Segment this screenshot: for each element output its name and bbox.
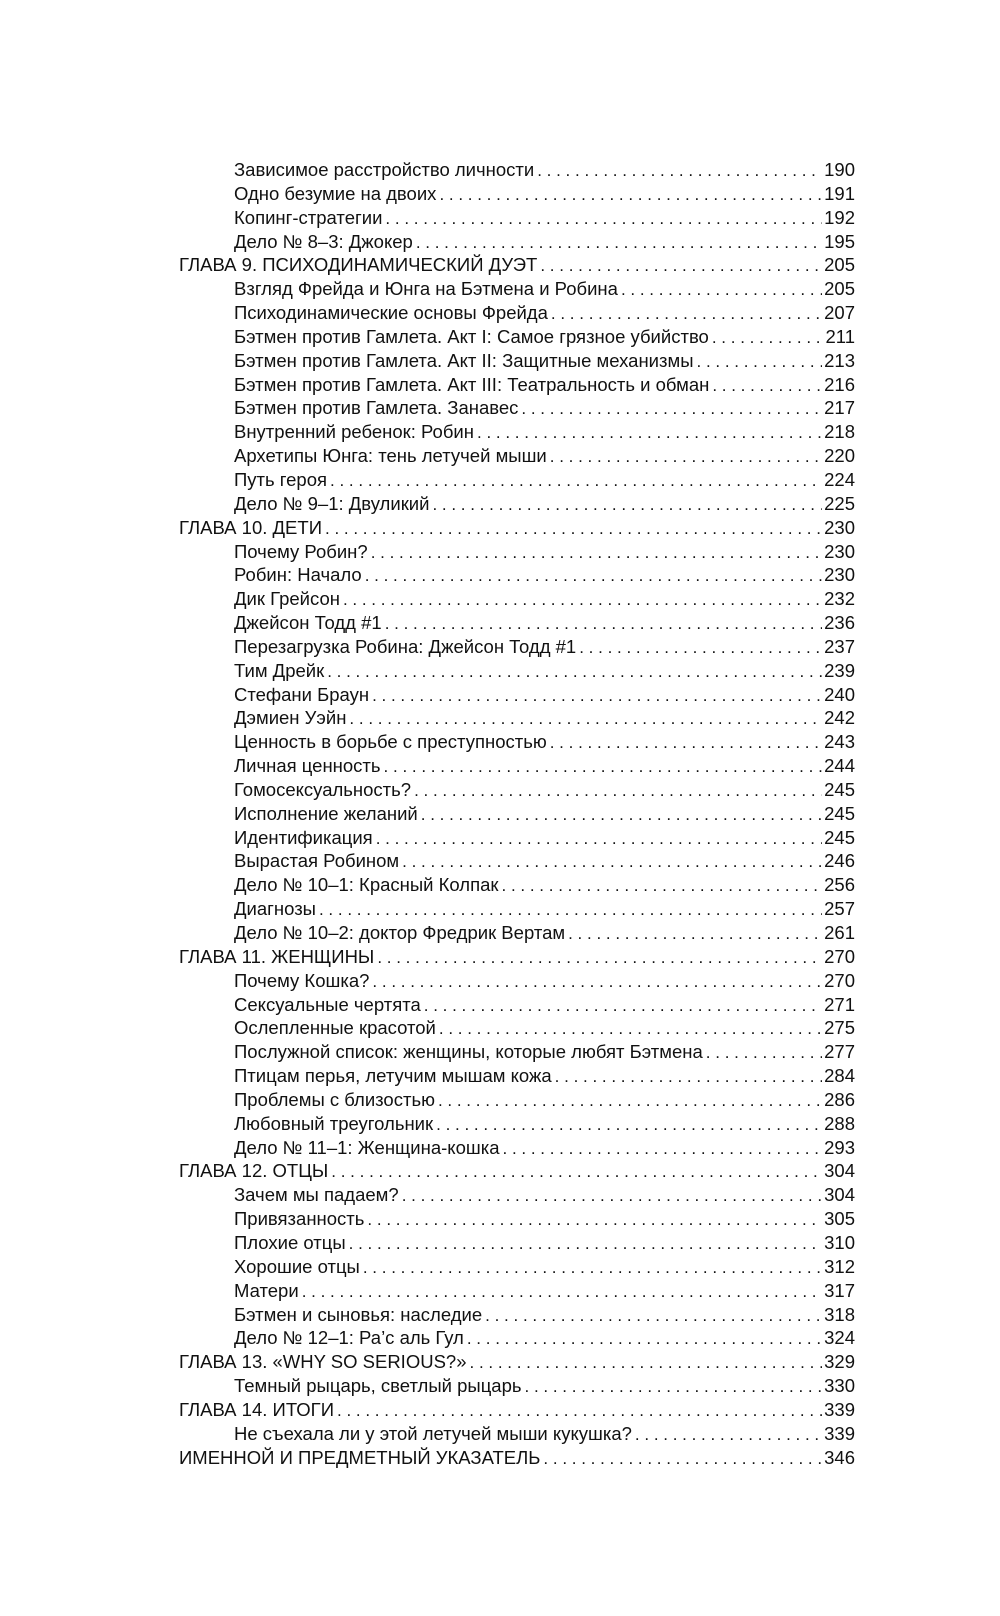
toc-section-entry [179, 587, 855, 611]
toc-entry-title: Проблемы с близостью [234, 1088, 435, 1110]
toc-entry-title: Дело № 10–2: доктор Фредрик Вертам [234, 922, 566, 943]
toc-entry-title: Одно безумие на двоих [234, 182, 437, 204]
toc-dot-leader [327, 660, 822, 683]
toc-dot-leader [477, 421, 822, 444]
toc-chapter-entry [179, 516, 855, 540]
toc-entry-page-number: 318 [824, 1303, 855, 1325]
toc-entry-page-number: 275 [824, 1017, 855, 1039]
toc-entry-page-number: 270 [824, 969, 855, 991]
toc-section-entry [179, 1064, 855, 1088]
toc-section-entry [179, 1016, 855, 1040]
toc-entry-page-number: 304 [824, 1160, 855, 1182]
toc-entry-page-number: 329 [824, 1351, 855, 1373]
toc-section-entry [179, 969, 855, 993]
toc-dot-leader [416, 231, 822, 254]
toc-entry-page-number: 218 [824, 421, 855, 443]
toc-entry-page-number: 205 [824, 254, 855, 276]
toc-entry-page-number: 230 [824, 540, 855, 562]
toc-entry-page-number: 207 [824, 302, 855, 324]
toc-dot-leader [432, 493, 822, 516]
toc-entry-page-number: 236 [824, 612, 855, 634]
toc-entry-page-number: 257 [824, 898, 855, 920]
toc-dot-leader [635, 1423, 822, 1446]
toc-entry-page-number: 317 [824, 1279, 855, 1301]
toc-section-entry [179, 1040, 855, 1064]
toc-dot-leader [376, 827, 822, 850]
toc-section-entry [179, 1136, 855, 1160]
toc-dot-leader [372, 684, 822, 707]
toc-entry-title: Личная ценность [234, 755, 381, 777]
toc-chapter-entry [179, 1446, 855, 1470]
toc-entry-title: Почему Робин? [234, 540, 368, 562]
toc-section-entry [179, 230, 855, 254]
toc-entry-title: Исполнение желаний [234, 802, 418, 824]
toc-section-entry [179, 849, 855, 873]
toc-section-entry [179, 659, 855, 683]
toc-entry-page-number: 217 [824, 397, 855, 419]
toc-entry-page-number: 288 [824, 1112, 855, 1134]
toc-chapter-entry [179, 1350, 855, 1374]
toc-entry-page-number: 224 [824, 468, 855, 490]
toc-section-entry [179, 1112, 855, 1136]
toc-entry-page-number: 230 [824, 516, 855, 538]
toc-dot-leader [712, 326, 824, 349]
toc-dot-leader [330, 469, 822, 492]
toc-dot-leader [337, 1399, 822, 1422]
toc-dot-leader [424, 994, 822, 1017]
toc-section-entry [179, 635, 855, 659]
toc-dot-leader [503, 1137, 823, 1160]
toc-section-entry [179, 873, 855, 897]
toc-section-entry [179, 468, 855, 492]
toc-dot-leader [543, 1447, 822, 1470]
toc-entry-title: Вырастая Робином [234, 850, 400, 872]
toc-entry-title: Ослепленные красотой [234, 1017, 436, 1039]
toc-section-entry [179, 921, 855, 945]
toc-entry-title: Дело № 12–1: Ра’с аль Гул [234, 1327, 464, 1349]
toc-dot-leader [568, 922, 822, 945]
toc-dot-leader [579, 636, 822, 659]
toc-section-entry [179, 1374, 855, 1398]
toc-entry-title: Стефани Браун [234, 683, 370, 705]
toc-entry-page-number: 244 [824, 755, 855, 777]
toc-dot-leader [439, 1017, 822, 1040]
toc-entry-title: Дик Грейсон [234, 588, 340, 610]
toc-entry-title: ГЛАВА 11. ЖЕНЩИНЫ [179, 945, 375, 967]
toc-entry-title: Птицам перья, летучим мышам кожа [234, 1065, 552, 1087]
toc-entry-title: Бэтмен против Гамлета. Акт II: Защитные механизмы [234, 349, 694, 371]
toc-entry-title: Дело № 8–3: Джокер [234, 230, 413, 252]
toc-section-entry [179, 730, 855, 754]
toc-dot-leader [439, 183, 822, 206]
toc-dot-leader [555, 1065, 822, 1088]
toc-dot-leader [550, 731, 822, 754]
toc-entry-page-number: 220 [824, 445, 855, 467]
toc-entry-page-number: 245 [824, 778, 855, 800]
toc-entry-page-number: 284 [824, 1065, 855, 1087]
toc-dot-leader [365, 564, 822, 587]
toc-entry-title: Сексуальные чертята [234, 993, 421, 1015]
toc-section-entry [179, 897, 855, 921]
toc-dot-leader [537, 159, 822, 182]
toc-entry-title: ГЛАВА 10. ДЕТИ [179, 516, 322, 538]
toc-entry-title: ГЛАВА 12. ОТЦЫ [179, 1160, 329, 1182]
toc-section-entry [179, 1183, 855, 1207]
toc-section-entry [179, 420, 855, 444]
toc-dot-leader [367, 1208, 822, 1231]
toc-entry-title: Бэтмен против Гамлета. Акт I: Самое грязное убийство [234, 325, 709, 347]
toc-entry-page-number: 232 [824, 588, 855, 610]
toc-chapter-entry [179, 1159, 855, 1183]
toc-entry-page-number: 190 [824, 159, 855, 180]
toc-entry-title: Диагнозы [234, 898, 316, 920]
toc-dot-leader [343, 588, 822, 611]
toc-dot-leader [319, 898, 822, 921]
toc-dot-leader [385, 612, 822, 635]
toc-entry-title: Зачем мы падаем? [234, 1184, 399, 1206]
toc-entry-page-number: 225 [824, 492, 855, 514]
toc-entry-page-number: 245 [824, 802, 855, 824]
toc-entry-page-number: 240 [824, 683, 855, 705]
toc-section-entry [179, 349, 855, 373]
toc-entry-title: Зависимое расстройство личности [234, 159, 535, 180]
toc-entry-page-number: 195 [824, 230, 855, 252]
toc-section-entry [179, 706, 855, 730]
toc-dot-leader [697, 350, 823, 373]
toc-dot-leader [349, 707, 822, 730]
toc-entry-page-number: 312 [824, 1255, 855, 1277]
toc-section-entry [179, 802, 855, 826]
toc-section-entry [179, 325, 855, 349]
toc-entry-title: Ценность в борьбе с преступностью [234, 731, 547, 753]
toc-section-entry [179, 683, 855, 707]
toc-section-entry [179, 563, 855, 587]
toc-entry-title: ГЛАВА 13. «WHY SO SERIOUS?» [179, 1351, 467, 1373]
toc-entry-title: ИМЕННОЙ И ПРЕДМЕТНЫЙ УКАЗАТЕЛЬ [179, 1446, 541, 1468]
toc-entry-title: Хорошие отцы [234, 1255, 360, 1277]
toc-entry-title: Джейсон Тодд #1 [234, 612, 382, 634]
toc-entry-title: Плохие отцы [234, 1231, 346, 1253]
toc-dot-leader [551, 302, 822, 325]
toc-dot-leader [621, 278, 822, 301]
toc-section-entry [179, 182, 855, 206]
toc-entry-page-number: 230 [824, 564, 855, 586]
toc-section-entry [179, 301, 855, 325]
toc-section-entry [179, 754, 855, 778]
toc-section-entry [179, 1255, 855, 1279]
toc-section-entry [179, 373, 855, 397]
toc-entry-page-number: 293 [824, 1136, 855, 1158]
toc-entry-title: Архетипы Юнга: тень летучей мыши [234, 445, 547, 467]
toc-entry-title: Послужной список: женщины, которые любят Бэтмена [234, 1041, 703, 1063]
toc-entry-title: Почему Кошка? [234, 969, 370, 991]
toc-entry-page-number: 305 [824, 1208, 855, 1230]
toc-dot-leader [402, 1184, 822, 1207]
toc-entry-page-number: 216 [824, 373, 855, 395]
toc-section-entry [179, 206, 855, 230]
toc-section-entry [179, 993, 855, 1017]
toc-entry-title: Матери [234, 1279, 299, 1301]
toc-entry-page-number: 271 [824, 993, 855, 1015]
toc-dot-leader [371, 541, 822, 564]
toc-section-entry [179, 277, 855, 301]
toc-section-entry [179, 396, 855, 420]
toc-entry-page-number: 256 [824, 874, 855, 896]
toc-dot-leader [485, 1304, 822, 1327]
toc-dot-leader [325, 517, 822, 540]
toc-dot-leader [302, 1280, 822, 1303]
toc-entry-title: Психодинамические основы Фрейда [234, 302, 548, 324]
toc-entry-title: Бэтмен и сыновья: наследие [234, 1303, 483, 1325]
toc-entry-title: Любовный треугольник [234, 1112, 434, 1134]
toc-entry-page-number: 339 [824, 1398, 855, 1420]
toc-section-entry [179, 1231, 855, 1255]
toc-entry-title: Внутренний ребенок: Робин [234, 421, 474, 443]
toc-entry-title: Путь героя [234, 468, 328, 490]
toc-dot-leader [712, 374, 822, 397]
toc-entry-title: Тим Дрейк [234, 659, 325, 681]
toc-dot-leader [363, 1256, 822, 1279]
toc-entry-page-number: 192 [824, 206, 855, 228]
toc-dot-leader [436, 1113, 822, 1136]
toc-entry-title: Копинг-стратегии [234, 206, 383, 228]
toc-entry-title: Бэтмен против Гамлета. Занавес [234, 397, 519, 419]
toc-entry-page-number: 310 [824, 1231, 855, 1253]
toc-dot-leader [470, 1351, 823, 1374]
toc-section-entry [179, 1303, 855, 1327]
toc-dot-leader [414, 779, 822, 802]
toc-dot-leader [377, 946, 822, 969]
toc-entry-page-number: 286 [824, 1088, 855, 1110]
toc-entry-title: Робин: Начало [234, 564, 362, 586]
toc-entry-page-number: 213 [824, 349, 855, 371]
toc-entry-page-number: 330 [824, 1375, 855, 1397]
table-of-contents [179, 158, 855, 1469]
toc-dot-leader [540, 254, 822, 277]
toc-section-entry [179, 158, 855, 182]
toc-dot-leader [349, 1232, 822, 1255]
toc-dot-leader [421, 803, 822, 826]
toc-entry-page-number: 304 [824, 1184, 855, 1206]
toc-section-entry [179, 540, 855, 564]
toc-chapter-entry [179, 253, 855, 277]
toc-section-entry [179, 492, 855, 516]
toc-entry-page-number: 339 [824, 1422, 855, 1444]
toc-entry-title: ГЛАВА 14. ИТОГИ [179, 1398, 334, 1420]
toc-entry-page-number: 211 [825, 325, 855, 347]
toc-section-entry [179, 611, 855, 635]
toc-entry-page-number: 346 [824, 1446, 855, 1468]
toc-entry-page-number: 191 [824, 182, 855, 204]
toc-section-entry [179, 826, 855, 850]
toc-dot-leader [467, 1327, 822, 1350]
toc-entry-page-number: 205 [824, 278, 855, 300]
toc-entry-page-number: 239 [824, 659, 855, 681]
toc-entry-page-number: 237 [824, 635, 855, 657]
toc-entry-page-number: 261 [824, 922, 855, 943]
toc-entry-title: Бэтмен против Гамлета. Акт III: Театральность и обман [234, 373, 710, 395]
toc-entry-title: ГЛАВА 9. ПСИХОДИНАМИЧЕСКИЙ ДУЭТ [179, 254, 538, 276]
toc-section-entry [179, 1088, 855, 1112]
toc-section-entry [179, 778, 855, 802]
toc-chapter-entry [179, 945, 855, 969]
toc-dot-leader [706, 1041, 822, 1064]
toc-dot-leader [438, 1089, 822, 1112]
toc-dot-leader [502, 874, 823, 897]
toc-section-entry [179, 1422, 855, 1446]
toc-entry-title: Темный рыцарь, светлый рыцарь [234, 1375, 522, 1397]
toc-dot-leader [521, 397, 822, 420]
toc-section-entry [179, 1207, 855, 1231]
toc-entry-title: Привязанность [234, 1208, 365, 1230]
toc-dot-leader [402, 850, 822, 873]
toc-entry-title: Гомосексуальность? [234, 778, 412, 800]
toc-dot-leader [384, 755, 823, 778]
toc-entry-title: Дэмиен Уэйн [234, 707, 347, 729]
toc-entry-title: Перезагрузка Робина: Джейсон Тодд #1 [234, 635, 577, 657]
toc-entry-title: Взгляд Фрейда и Юнга на Бэтмена и Робина [234, 278, 618, 300]
toc-chapter-entry [179, 1398, 855, 1422]
toc-entry-page-number: 242 [824, 707, 855, 729]
toc-section-entry [179, 1279, 855, 1303]
toc-entry-page-number: 324 [824, 1327, 855, 1349]
toc-dot-leader [385, 207, 822, 230]
toc-entry-title: Дело № 9–1: Двуликий [234, 492, 430, 514]
toc-dot-leader [525, 1375, 823, 1398]
toc-dot-leader [550, 445, 822, 468]
toc-entry-page-number: 277 [824, 1041, 855, 1063]
toc-entry-title: Дело № 11–1: Женщина-кошка [234, 1136, 500, 1158]
toc-dot-leader [331, 1160, 822, 1183]
toc-entry-title: Идентификация [234, 826, 373, 848]
toc-entry-page-number: 246 [824, 850, 855, 872]
toc-section-entry [179, 1326, 855, 1350]
toc-entry-title: Дело № 10–1: Красный Колпак [234, 874, 499, 896]
toc-entry-page-number: 243 [824, 731, 855, 753]
toc-dot-leader [372, 970, 822, 993]
toc-entry-page-number: 270 [824, 945, 855, 967]
toc-section-entry [179, 444, 855, 468]
toc-entry-title: Не съехала ли у этой летучей мыши кукушка? [234, 1422, 632, 1444]
toc-entry-page-number: 245 [824, 826, 855, 848]
